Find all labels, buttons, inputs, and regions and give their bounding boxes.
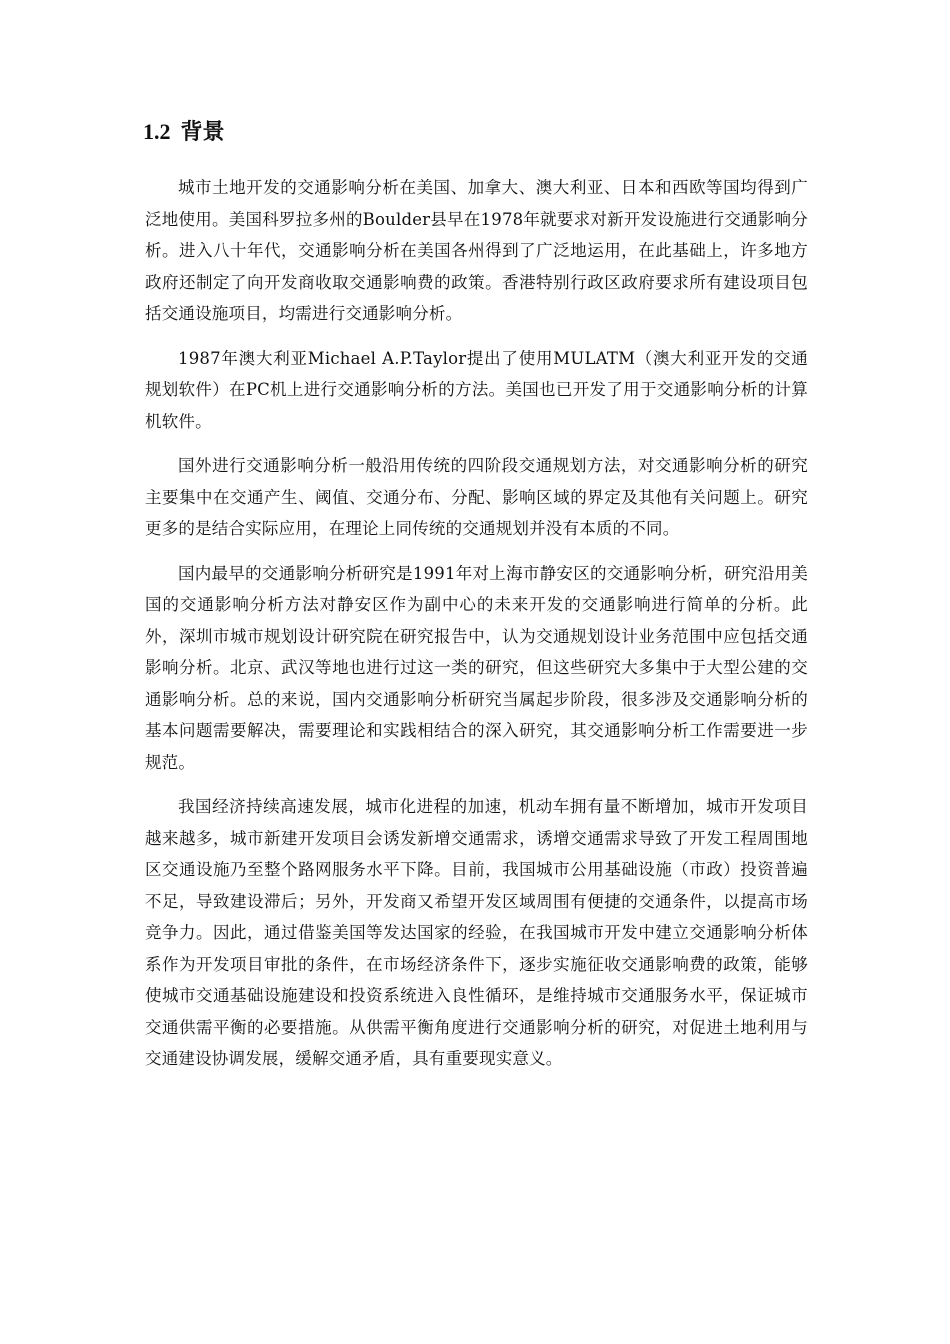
paragraph: 1987年澳大利亚Michael A.P.Taylor提出了使用MULATM（澳大利亚开发的交通规划软件）在PC机上进行交通影响分析的方法。美国也已开发了用于交通影响分析的计算机软件。 (145, 348, 808, 431)
body-text (145, 172, 808, 1088)
section-number: 1.2 (143, 119, 171, 144)
paragraph: 城市土地开发的交通影响分析在美国、加拿大、澳大利亚、日本和西欧等国均得到广泛地使用。美国科罗拉多州的Boulder县早在1978年就要求对新开发设施进行交通影响分析。进入八十年代，交通影响分析在美国各州得到了广泛地运用，在此基础上，许多地方政府还制定了向开发商收取交通影响费的政策。香港特别行政区政府要求所有建设项目包括交通设施项目，均需进行交通影响分析。 (145, 178, 808, 323)
paragraph: 我国经济持续高速发展，城市化进程的加速，机动车拥有量不断增加，城市开发项目越来越多，城市新建开发项目会诱发新增交通需求，诱增交通需求导致了开发工程周围地区交通设施乃至整个路网服务水平下降。目前，我国城市公用基础设施（市政）投资普遍不足，导致建设滞后；另外，开发商又希望开发区域周围有便捷的交通条件，以提高市场竞争力。因此，通过借鉴美国等发达国家的经验，在我国城市开发中建立交通影响分析体系作为开发项目审批的条件，在市场经济条件下，逐步实施征收交通影响费的政策，能够使城市交通基础设施建设和投资系统进入良性循环，是维持城市交通服务水平，保证城市交通供需平衡的必要措施。从供需平衡角度进行交通影响分析的研究，对促进土地利用与交通建设协调发展，缓解交通矛盾，具有重要现实意义。 (145, 797, 808, 1068)
section-heading (143, 117, 225, 147)
paragraph: 国内最早的交通影响分析研究是1991年对上海市静安区的交通影响分析，研究沿用美国的交通影响分析方法对静安区作为副中心的未来开发的交通影响进行简单的分析。此外，深圳市城市规划设计研究院在研究报告中，认为交通规划设计业务范围中应包括交通影响分析。北京、武汉等地也进行过这一类的研究，但这些研究大多集中于大型公建的交通影响分析。总的来说，国内交通影响分析研究当属起步阶段，很多涉及交通影响分析的基本问题需要解决，需要理论和实践相结合的深入研究，其交通影响分析工作需要进一步规范。 (145, 563, 808, 772)
paragraph: 国外进行交通影响分析一般沿用传统的四阶段交通规划方法，对交通影响分析的研究主要集中在交通产生、阈值、交通分布、分配、影响区域的界定及其他有关问题上。研究更多的是结合实际应用，在理论上同传统的交通规划并没有本质的不同。 (145, 456, 808, 538)
section-title: 背景 (180, 119, 225, 144)
